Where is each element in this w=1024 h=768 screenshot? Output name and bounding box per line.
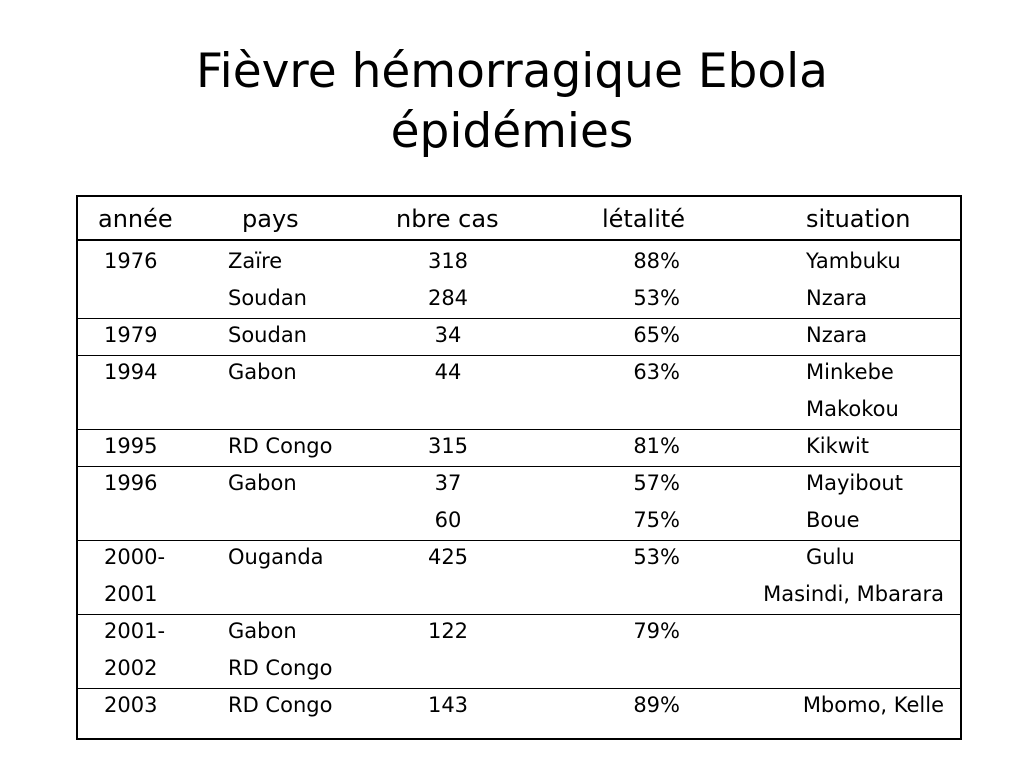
- cell-cases: 44: [434, 360, 462, 384]
- cell-cases: 315: [427, 434, 469, 458]
- cell-year: 1995: [104, 434, 158, 458]
- cell-cases: 60: [434, 508, 462, 532]
- table-row-group: [78, 614, 960, 688]
- table-row: [78, 540, 960, 577]
- cell-cases: 37: [434, 471, 462, 495]
- table-row: [78, 688, 960, 725]
- table-row: [78, 614, 960, 651]
- cell-year: 2000-: [104, 545, 166, 569]
- cell-country: Gabon: [228, 619, 297, 643]
- cell-lethality: 88%: [633, 249, 680, 273]
- table-row-group: [78, 318, 960, 355]
- table-header-row: [78, 197, 960, 241]
- cell-cases: 143: [427, 693, 469, 717]
- cell-year: 2003: [104, 693, 158, 717]
- cell-lethality: 79%: [633, 619, 680, 643]
- table-row-group: [78, 429, 960, 466]
- table-row: [78, 577, 960, 614]
- header-situation: situation: [806, 205, 911, 233]
- cell-lethality: 53%: [633, 286, 680, 310]
- epidemics-table: [76, 195, 962, 740]
- cell-year: 1976: [104, 249, 158, 273]
- table-row: [78, 355, 960, 392]
- cell-country: Soudan: [228, 286, 307, 310]
- slide-title-line-1: Fièvre hémorragique Ebola: [196, 44, 828, 99]
- cell-year: 1996: [104, 471, 158, 495]
- cell-cases: 284: [427, 286, 469, 310]
- cell-lethality: 75%: [633, 508, 680, 532]
- cell-country: Gabon: [228, 360, 297, 384]
- cell-lethality: 81%: [633, 434, 680, 458]
- cell-lethality: 57%: [633, 471, 680, 495]
- cell-country: Zaïre: [228, 249, 283, 273]
- table-row: [78, 392, 960, 429]
- cell-country: RD Congo: [228, 434, 333, 458]
- cell-situation: Boue: [806, 508, 860, 532]
- slide-title: [0, 42, 1024, 162]
- cell-situation: Masindi, Mbarara: [763, 582, 944, 606]
- header-year: année: [98, 205, 173, 233]
- cell-cases: 318: [427, 249, 469, 273]
- cell-country: Soudan: [228, 323, 307, 347]
- cell-year: 1994: [104, 360, 158, 384]
- cell-cases: 34: [434, 323, 462, 347]
- table-row: [78, 651, 960, 688]
- table-row-group: [78, 355, 960, 429]
- slide-title-line-2: épidémies: [390, 104, 634, 159]
- cell-situation: Mbomo, Kelle: [802, 693, 944, 717]
- table-row-group: [78, 540, 960, 614]
- table-row: [78, 503, 960, 540]
- cell-situation: Makokou: [806, 397, 899, 421]
- header-cases: nbre cas: [396, 205, 499, 233]
- cell-lethality: 65%: [633, 323, 680, 347]
- cell-year: 2001: [104, 582, 158, 606]
- header-lethality: létalité: [602, 205, 686, 233]
- cell-year: 2001-: [104, 619, 166, 643]
- cell-situation: Gulu: [806, 545, 855, 569]
- cell-situation: Yambuku: [806, 249, 901, 273]
- header-country: pays: [242, 205, 299, 233]
- cell-situation: Nzara: [806, 323, 868, 347]
- table-row: [78, 466, 960, 503]
- cell-situation: Minkebe: [806, 360, 894, 384]
- table-row-group: [78, 466, 960, 540]
- cell-year: 1979: [104, 323, 158, 347]
- cell-country: Ouganda: [228, 545, 324, 569]
- table-row-group: [78, 244, 960, 318]
- cell-country: Gabon: [228, 471, 297, 495]
- cell-lethality: 63%: [633, 360, 680, 384]
- table-row: [78, 429, 960, 466]
- cell-situation: Mayibout: [806, 471, 903, 495]
- cell-cases: 425: [427, 545, 469, 569]
- table-row: [78, 318, 960, 355]
- table-row-group: [78, 688, 960, 725]
- cell-situation: Nzara: [806, 286, 868, 310]
- table-row: [78, 244, 960, 281]
- cell-cases: 122: [427, 619, 469, 643]
- cell-country: RD Congo: [228, 693, 333, 717]
- cell-situation: Kikwit: [806, 434, 870, 458]
- cell-lethality: 89%: [633, 693, 680, 717]
- table-row: [78, 281, 960, 318]
- cell-lethality: 53%: [633, 545, 680, 569]
- cell-year: 2002: [104, 656, 158, 680]
- cell-country: RD Congo: [228, 656, 333, 680]
